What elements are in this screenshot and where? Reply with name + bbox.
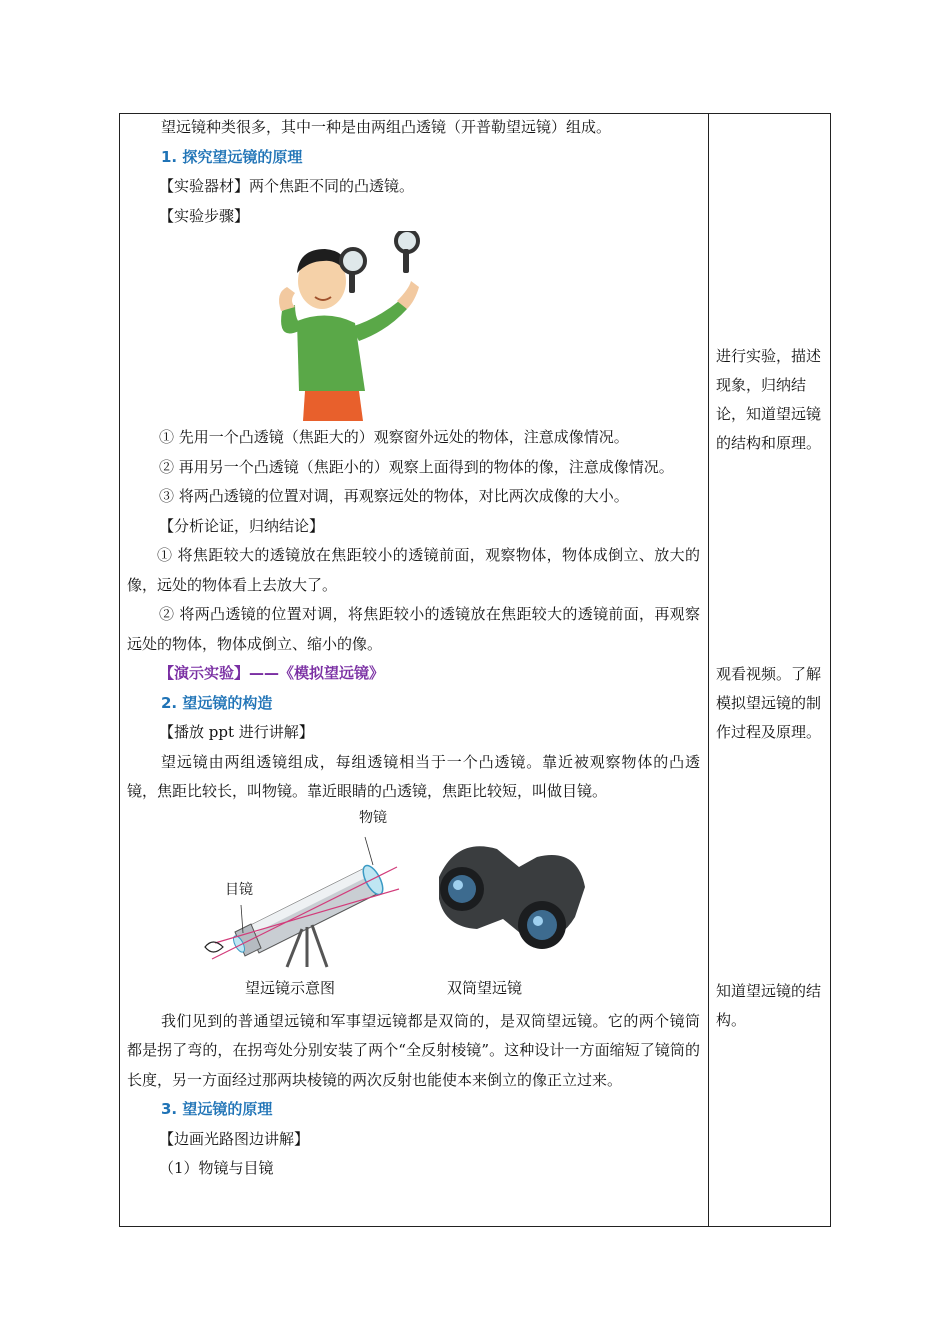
section3-heading: 3. 望远镜的原理 (161, 1100, 273, 1118)
conclusion-1: ① 将焦距较大的透镜放在焦距较小的透镜前面，观察物体，物体成倒立、放大的像，远处的物体看上去放大了。 (127, 546, 700, 594)
column-divider (708, 113, 709, 1227)
binocular-text: 我们见到的普通望远镜和军事望远镜都是双筒的，是双筒望远镜。它的两个镜筒都是拐了弯的，在拐弯处分别安装了两个“全反射棱镜”。这种设计一方面缩短了镜筒的长度，另一方面经过那两块棱镜的两次反射也能使本来倒立的像正立过来。 (127, 1011, 700, 1089)
label-eyepiece: 目镜 (225, 881, 253, 898)
label-objective: 物镜 (359, 809, 387, 826)
structure-text: 望远镜由两组透镜组成，每组透镜相当于一个凸透镜。靠近被观察物体的凸透镜，焦距比较长，叫物镜。靠近眼睛的凸透镜，焦距比较短，叫做目镜。 (127, 752, 700, 800)
materials-text: 【实验器材】两个焦距不同的凸透镜。 (159, 177, 415, 195)
step-3: ③ 将两凸透镜的位置对调，再观察远处的物体，对比两次成像的大小。 (159, 487, 629, 505)
caption-telescope: 望远镜示意图 (245, 978, 336, 997)
intro-text: 望远镜种类很多，其中一种是由两组凸透镜（开普勒望远镜）组成。 (161, 118, 612, 136)
section1-heading: 1. 探究望远镜的原理 (161, 147, 303, 166)
telescope-diagram-svg (127, 807, 700, 1007)
section2-heading: 2. 望远镜的构造 (161, 693, 273, 712)
draw-label: 【边画光路图边讲解】 (159, 1129, 310, 1148)
sub-heading-1: （1）物镜与目镜 (159, 1159, 274, 1177)
telescope-figure (127, 807, 700, 1007)
caption-binoculars: 双筒望远镜 (447, 978, 523, 997)
side-note-2: 观看视频。了解模拟望远镜的制作过程及原理。 (716, 665, 822, 741)
ppt-label: 【播放 ppt 进行讲解】 (159, 723, 314, 741)
demo-heading: 【演示实验】——《模拟望远镜》 (159, 664, 385, 682)
steps-label: 【实验步骤】 (159, 206, 250, 225)
side-note-1: 进行实验，描述现象，归纳结论，知道望远镜的结构和原理。 (716, 347, 822, 452)
step-1: ① 先用一个凸透镜（焦距大的）观察窗外远处的物体，注意成像情况。 (159, 428, 629, 446)
main-column (127, 113, 700, 1184)
step-2: ② 再用另一个凸透镜（焦距小的）观察上面得到的物体的像，注意成像情况。 (159, 457, 674, 476)
conclusion-2: ② 将两凸透镜的位置对调，将焦距较小的透镜放在焦距较大的透镜前面，再观察远处的物体，物体成倒立、缩小的像。 (127, 605, 700, 653)
side-note-3: 知道望远镜的结构。 (716, 982, 822, 1029)
analysis-label: 【分析论证，归纳结论】 (159, 516, 325, 535)
boy-illustration-svg (127, 231, 700, 423)
boy-lens-illustration (127, 231, 700, 423)
